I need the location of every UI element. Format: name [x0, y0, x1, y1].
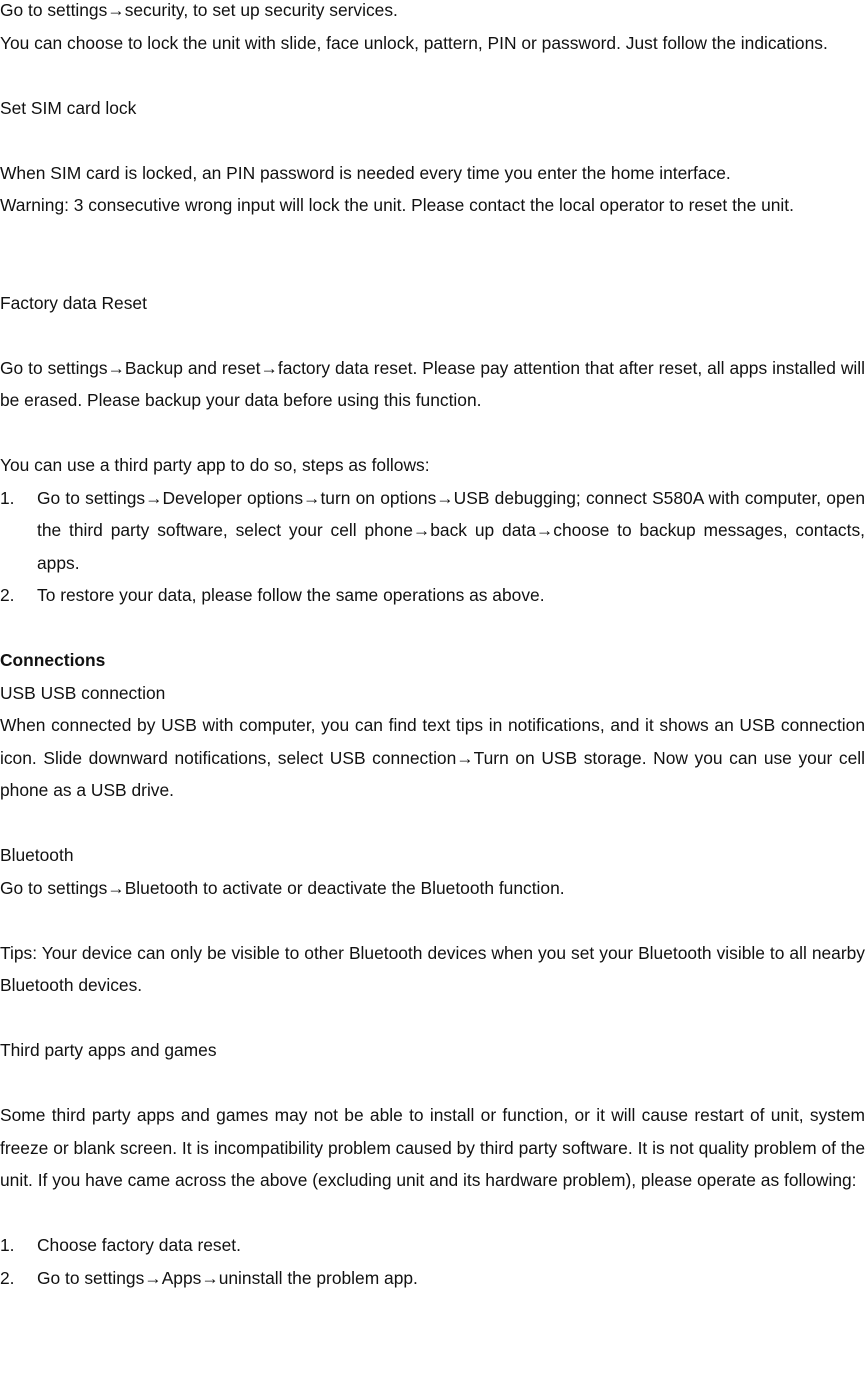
sim-lock-heading: Set SIM card lock	[0, 97, 137, 118]
spacer	[0, 254, 865, 287]
list-text: Go to settings→Developer options→turn on options→USB debugging; connect S580A with computer, open the third party software, select your cell phone→back up data→choose to backup messages, contacts, apps.	[37, 487, 865, 573]
list-item	[0, 1229, 865, 1262]
factory-reset-paragraph-2: You can use a third party app to do so, steps as follows:	[0, 455, 430, 475]
spacer	[0, 904, 865, 937]
spacer	[0, 1197, 865, 1230]
spacer	[0, 807, 865, 840]
spacer	[0, 124, 865, 157]
security-line-2: You can choose to lock the unit with slide, face unlock, pattern, PIN or password. Just follow the indications.	[0, 32, 828, 53]
spacer	[0, 222, 865, 255]
list-text: Go to settings→Apps→uninstall the problem app.	[37, 1267, 418, 1288]
spacer	[0, 59, 865, 92]
sim-lock-paragraph-1: When SIM card is locked, an PIN password is needed every time you enter the home interface.	[0, 162, 731, 183]
list-number: 1.	[0, 1235, 15, 1255]
list-text: To restore your data, please follow the same operations as above.	[37, 585, 545, 605]
spacer	[0, 1067, 865, 1100]
list-number: 2.	[0, 585, 15, 605]
usb-title: USB USB connection	[0, 682, 166, 703]
connections-heading: Connections	[0, 650, 106, 670]
bluetooth-paragraph: Go to settings→Bluetooth to activate or deactivate the Bluetooth function.	[0, 877, 565, 898]
third-party-steps	[0, 1229, 865, 1294]
factory-reset-heading: Factory data Reset	[0, 292, 147, 313]
list-text: Choose factory data reset.	[37, 1235, 241, 1255]
list-item	[0, 1262, 865, 1295]
spacer	[0, 1002, 865, 1035]
factory-reset-paragraph-1: Go to settings→Backup and reset→factory data reset. Please pay attention that after reset, all apps installed will be erased. Please backup your data before using this function.	[0, 357, 865, 410]
usb-paragraph: When connected by USB with computer, you can find text tips in notifications, and it shows an USB connection icon. Slide downward notifications, select USB connection→Turn on USB storage. Now you can use your cell phone as a USB drive.	[0, 715, 865, 800]
spacer	[0, 319, 865, 352]
security-line-1: Go to settings→security, to set up security services.	[0, 0, 398, 20]
list-number: 1.	[0, 487, 15, 508]
spacer	[0, 612, 865, 645]
third-party-paragraph: Some third party apps and games may not be able to install or function, or it will cause restart of unit, system freeze or blank screen. It is incompatibility problem caused by third party software. It is not quality problem of the unit. If you have came across the above (excluding unit and its hardware problem), please operate as following:	[0, 1105, 865, 1190]
list-number: 2.	[0, 1267, 15, 1288]
list-item	[0, 482, 865, 580]
spacer	[0, 417, 865, 450]
list-item	[0, 579, 865, 612]
factory-reset-steps	[0, 482, 865, 612]
bluetooth-title: Bluetooth	[0, 845, 74, 865]
third-party-heading: Third party apps and games	[0, 1040, 217, 1060]
sim-lock-warning: Warning: 3 consecutive wrong input will lock the unit. Please contact the local operator to reset the unit.	[0, 195, 794, 215]
bluetooth-tips: Tips: Your device can only be visible to other Bluetooth devices when you set your Bluetooth visible to all nearby Bluetooth devices.	[0, 942, 865, 995]
